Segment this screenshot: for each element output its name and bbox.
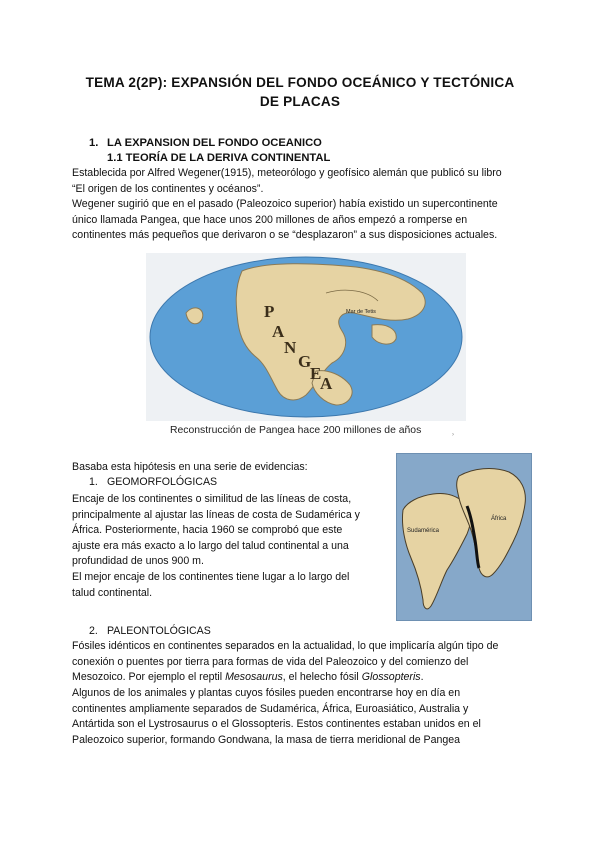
glossopteris-term: Glossopteris [361,671,421,684]
title-line-2: DE PLACAS [259,94,341,109]
paleo-paragraph [72,639,532,686]
pangea-letter: A [320,374,333,393]
subsection-heading: 1.1 TEORÍA DE LA DERIVA CONTINENTAL [107,152,331,164]
pangea-letter: A [272,322,285,341]
paleo-line-2: conexión o puentes por tierra para formas de vida del Paleozoico y del comienzo del [72,655,469,668]
evidence-intro: Basaba esta hipótesis en una serie de evidencias: [72,461,308,473]
south-america-label: Sudamérica [407,528,440,534]
list-item-paleontologicas [89,625,211,637]
pangea-letter: E [310,364,322,383]
map-caption: Reconstrucción de Pangea hace 200 millones de años [170,425,422,436]
fossils-paragraph: Algunos de los animales y plantas cuyos fósiles pueden encontrarse hoy en día en continentes ampliamente separados de Sudamérica, África, Euroasiático, Australia y Antártida son el Lystrosaurus o el Glossopteris. Estos continentes estaban unidos en el Paleozoico superior, formando Gondwana, la masa de tierra meridional de Pangea [72,687,481,746]
tethys-label: Mar de Tetis [346,309,376,315]
list-item-geomorfologicas [89,476,217,488]
section-heading [89,137,322,149]
pangea-letter: G [298,352,312,371]
item-number: 2. [89,625,98,637]
text-span: Mesozoico. Por ejemplo el reptil [72,671,226,684]
document-title [60,73,540,111]
paleo-line-1: Fósiles idénticos en continentes separados en la actualidad, lo que implicaría algún tipo de [72,640,499,652]
paleo-line-3 [72,670,532,686]
geomorph-paragraph: Encaje de los continentes o similitud de las líneas de costa, principalmente al ajustar las líneas de costa de Sudamérica y África. Posteriormente, hacia 1960 se comprobó que este ajuste era más exacto a lo largo del talud continental a una profundidad de unos 900 m. El mejor encaje de los continentes tiene lugar a lo largo del talud continental. [72,493,360,599]
pangea-map-graphic [146,253,466,421]
continental-fit-map [396,453,532,621]
intro-paragraph: Establecida por Alfred Wegener(1915), meteorólogo y geofísico alemán que publicó su libro “El origen de los continentes y océanos”. Wegener sugirió que en el pasado (Paleozoico superior) había existido un supercontinente único llamada Pangea, que hace unos 200 millones de años empezó a romperse en continentes más pequeños que derivaron o se “desplazaron” a sus disposiciones actuales. [72,167,502,242]
text-span: , el helecho fósil [282,671,362,684]
pangea-letter: P [264,302,275,321]
pangea-letter: N [284,338,297,357]
item-number: 1. [89,476,98,488]
south-america-shape [402,494,470,609]
section-number: 1. [89,137,99,149]
pangea-map [146,253,466,421]
item-label: PALEONTOLÓGICAS [107,625,211,637]
text-span: . [420,671,424,684]
continental-fit-graphic [397,454,531,620]
item-label: GEOMORFOLÓGICAS [107,476,218,488]
title-line-1: TEMA 2(2P): EXPANSIÓN DEL FONDO OCEÁNICO Y TECTÓNICA [85,75,515,90]
africa-label: África [491,516,507,522]
section-label: LA EXPANSION DEL FONDO OCEANICO [107,137,322,149]
page-mark: › [452,432,454,438]
mesosaurus-term: Mesosaurus [225,671,283,684]
